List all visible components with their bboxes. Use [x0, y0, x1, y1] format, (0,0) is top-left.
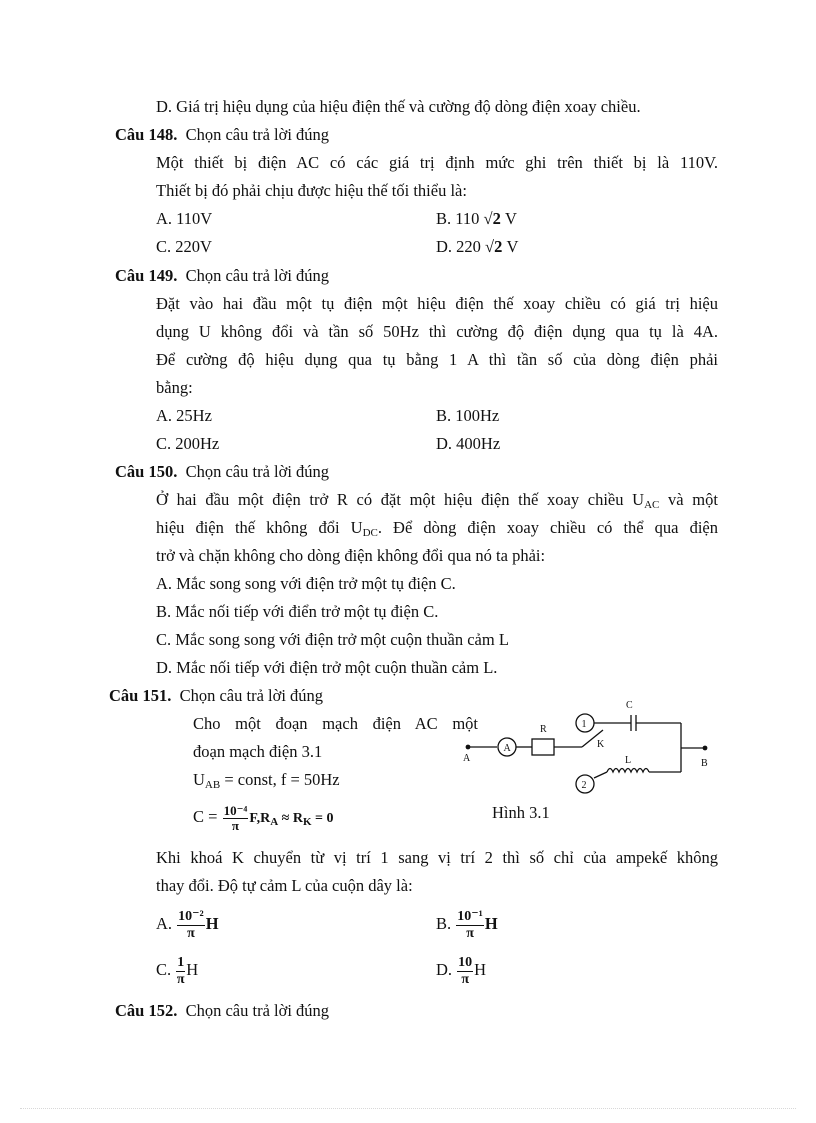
q148-stem-line1: Một thiết bị điện AC có các giá trị định mức ghi trên thiết bị là 110V.: [156, 153, 718, 172]
q150-option-d: D. Mắc nối tiếp với điện trở một cuộn thuần cảm L.: [156, 658, 498, 677]
q150-stem-line3: trở và chặn không cho dòng điện không đổi qua nó ta phải:: [156, 546, 546, 565]
circuit-diagram: [455, 690, 715, 800]
sqrt-symbol: √: [483, 209, 493, 228]
q149-stem-line1: Đặt vào hai đầu một tụ điện một hiệu điện thế xoay chiều có giá trị hiệu: [156, 294, 718, 313]
q148-option-a: A. 110V: [156, 209, 213, 228]
q152-header: [115, 1001, 329, 1021]
fraction: $\frac{10}{\pi}$: [458, 954, 473, 987]
question-instruction: Chọn câu trả lời đúng: [179, 686, 324, 705]
q150-stem-line1: Ở hai đầu một điện trở R có đặt một hiệu điện thế xoay chiều $U_{AC}$ và một: [156, 490, 718, 511]
q149-option-a: A. 25Hz: [156, 406, 212, 425]
inductor-label: L: [625, 755, 632, 766]
capacitor-label: C: [626, 700, 633, 711]
page-footer-divider: [20, 1108, 796, 1109]
q151-body-line1: Khi khoá K chuyển từ vị trí 1 sang vị trí 2 thì số chỉ của ampekế không: [156, 848, 718, 867]
q151-body-line2: thay đổi. Độ tự cảm L của cuộn dây là:: [156, 876, 413, 895]
question-instruction: Chọn câu trả lời đúng: [185, 125, 330, 144]
q149-stem-line2: dụng U không đổi và tần số 50Hz thì cường độ điện dụng qua tụ là 4A.: [156, 322, 718, 341]
terminal-b-label: B: [701, 758, 708, 769]
q151-option-d: D. $\frac{10}{\pi}$ H: [436, 954, 487, 987]
q151-stem-line2: đoạn mạch điện 3.1: [193, 742, 323, 761]
figure-caption: Hình 3.1: [492, 803, 550, 822]
q150-stem-line2: hiệu điện thế không đổi $U_{DC}$. Để dòng điện xoay chiều có thể qua điện: [156, 518, 718, 539]
q151-header: [109, 686, 323, 706]
question-label: Câu 152.: [115, 1001, 178, 1020]
question-instruction: Chọn câu trả lời đúng: [185, 266, 330, 285]
q149-stem-line4: bằng:: [156, 378, 193, 397]
fraction: $\frac{\text{10⁻²}}{\pi}$: [178, 908, 204, 941]
q149-header: [115, 266, 329, 286]
q151-option-a: A. $\frac{\text{10⁻²}}{\pi}$ H: [156, 908, 219, 941]
q148-option-b: B. 110 √2 V: [436, 209, 517, 228]
q148-option-c: C. 220V: [156, 237, 212, 256]
terminal-a-label: A: [463, 753, 471, 764]
q150-option-b: B. Mắc nối tiếp với điển trở một tụ điện C.: [156, 602, 439, 621]
inductor-symbol: [607, 769, 649, 773]
q151-option-b: B. $\frac{\text{10⁻¹}}{\pi}$ H: [436, 908, 498, 941]
fraction: $\frac{\text{10⁻⁴}}{\pi}$: [223, 802, 248, 833]
q150-option-c: C. Mắc song song với điện trở một cuộn thuần cảm L: [156, 630, 509, 649]
ammeter-label: A: [503, 743, 511, 754]
position-1-label: 1: [581, 719, 587, 730]
q149-option-b: B. 100Hz: [436, 406, 500, 425]
resistor-symbol: [532, 739, 554, 755]
q149-stem-line3: Để cường độ hiệu dụng qua tụ bằng 1 A thì tần số của dòng điện phải: [156, 350, 718, 369]
q148-stem-line2: Thiết bị đó phải chịu được hiệu thế tối thiểu là:: [156, 181, 467, 200]
sqrt-symbol: √: [485, 237, 495, 256]
q151-stem-line3: $U_{AB}$ = const, f = 50Hz: [193, 770, 340, 791]
q151-option-c: C. $\frac{1}{\pi}$ H: [156, 954, 199, 987]
switch-label: K: [597, 739, 605, 750]
question-label: Câu 149.: [115, 266, 178, 285]
terminal-b-dot: [703, 746, 708, 751]
position-2-label: 2: [581, 780, 587, 791]
question-label: Câu 151.: [109, 686, 172, 705]
q148-option-d: D. 220 √2 V: [436, 237, 519, 256]
q149-option-c: C. 200Hz: [156, 434, 220, 453]
question-label: Câu 150.: [115, 462, 178, 481]
q150-option-a: A. Mắc song song với điện trở một tụ điện C.: [156, 574, 456, 593]
question-instruction: Chọn câu trả lời đúng: [185, 1001, 330, 1020]
resistor-label: R: [540, 724, 547, 735]
q148-header: [115, 125, 329, 145]
fraction: $\frac{\text{10⁻¹}}{\pi}$: [457, 908, 483, 941]
terminal-a-dot: [466, 745, 471, 750]
q151-capacitor-formula: C = $\frac{\text{10⁻⁴}}{\pi}$ $F,R_A \approx R_K = 0$: [193, 802, 334, 833]
q147-option-d: D. Giá trị hiệu dụng của hiệu điện thế và cường độ dòng điện xoay chiều.: [156, 97, 641, 116]
question-instruction: Chọn câu trả lời đúng: [185, 462, 330, 481]
fraction: $\frac{1}{\pi}$: [176, 954, 185, 987]
q151-stem-line1: Cho một đoạn mạch điện AC một: [193, 714, 478, 733]
q149-option-d: D. 400Hz: [436, 434, 501, 453]
q150-header: [115, 462, 329, 482]
question-label: Câu 148.: [115, 125, 178, 144]
